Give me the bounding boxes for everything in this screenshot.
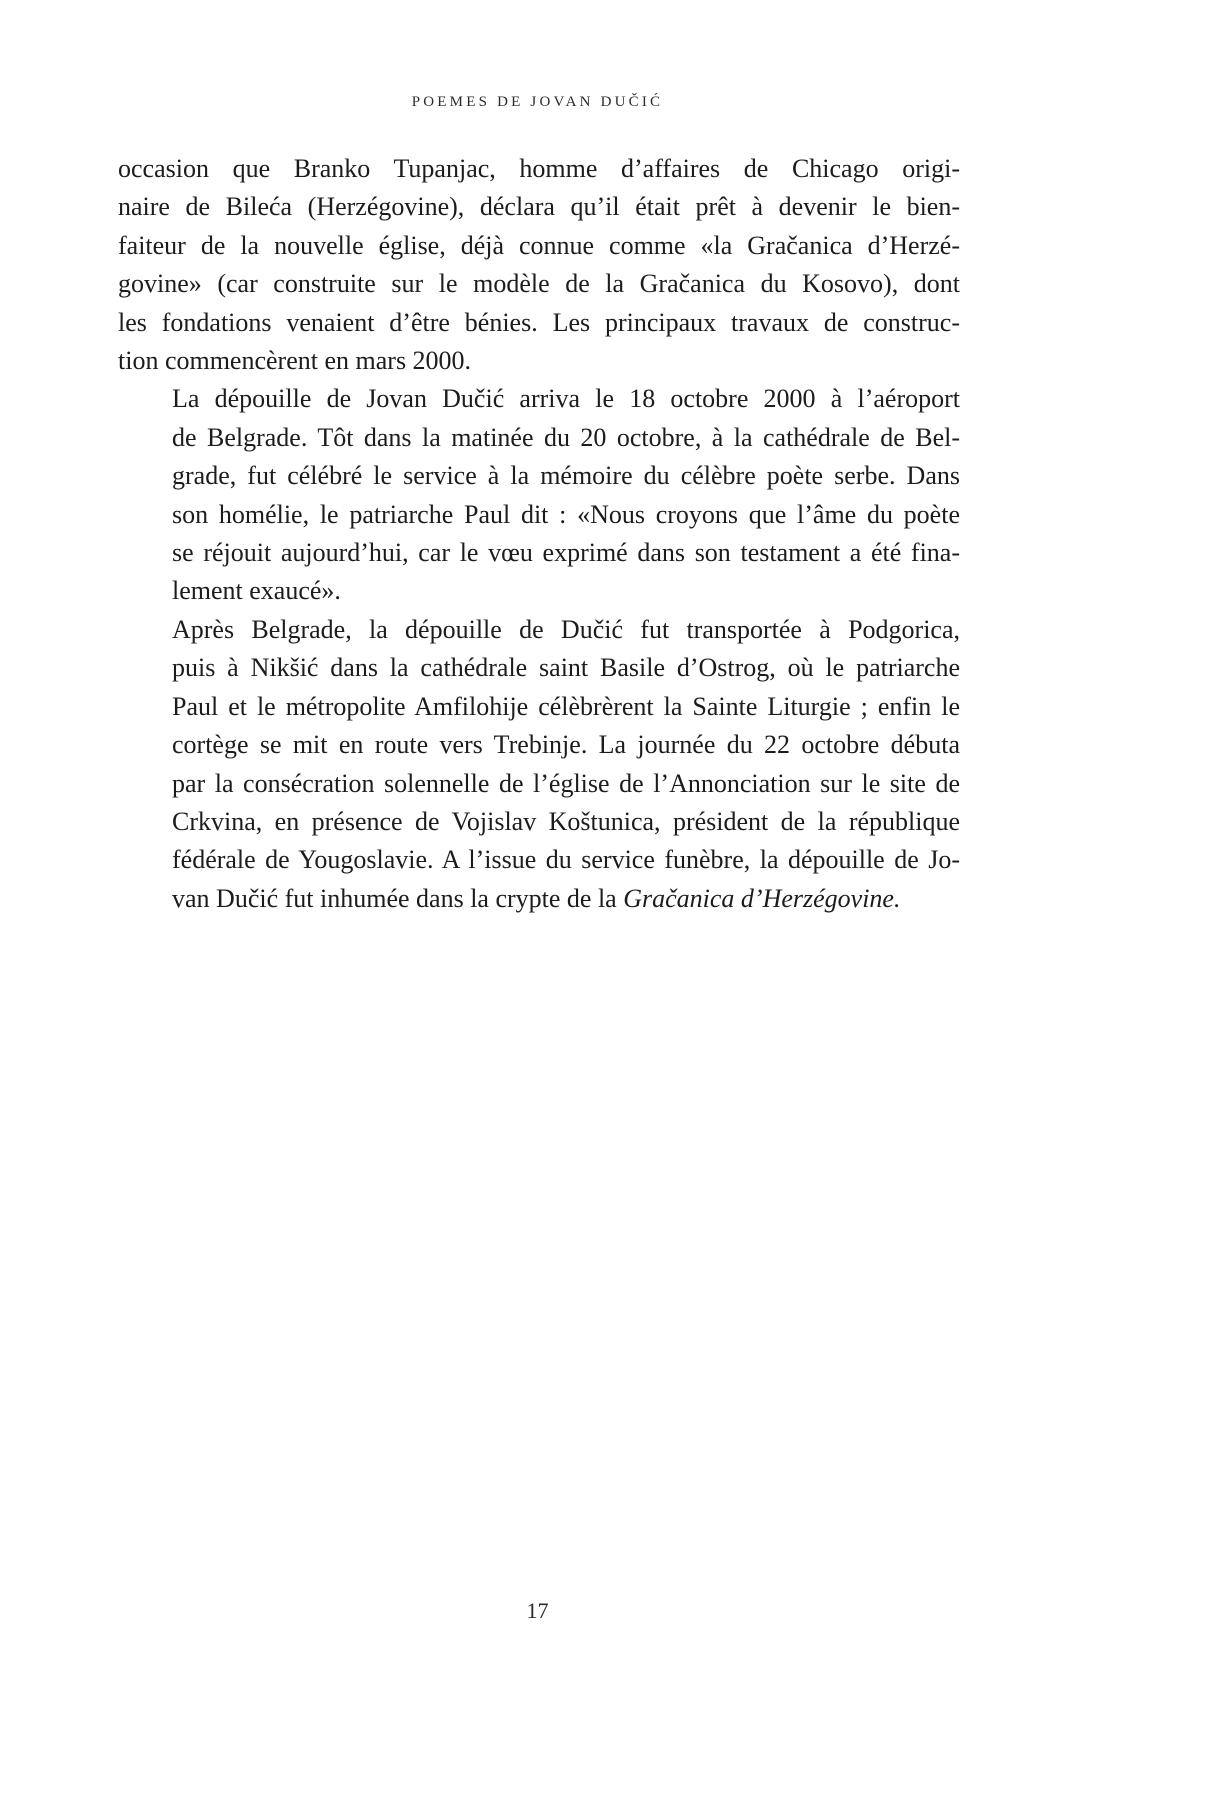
text-line: govine» (car construite sur le modèle de la Gračanica du Kosovo), dont — [118, 269, 960, 299]
body-text — [118, 150, 960, 918]
text-line: grade, fut célébré le service à la mémoire du célèbre poète serbe. Dans — [172, 461, 960, 491]
page-number: 17 — [526, 1598, 549, 1623]
text-line: tion commencèrent en mars 2000. — [118, 346, 472, 376]
text-line: Après Belgrade, la dépouille de Dučić fut transportée à Podgorica, — [172, 614, 960, 644]
text-line: cortège se mit en route vers Trebinje. La journée du 22 octobre débuta — [172, 730, 960, 760]
text-line: se réjouit aujourd’hui, car le vœu exprimé dans son testament a été fina- — [172, 538, 960, 568]
text-italic-title: Gračanica d’Herzégovine. — [623, 883, 901, 913]
text-line: lement exaucé». — [172, 576, 341, 606]
text-line: de Belgrade. Tôt dans la matinée du 20 octobre, à la cathédrale de Bel- — [172, 422, 960, 452]
text-line: par la consécration solennelle de l’église de l’Annonciation sur le site de — [172, 768, 960, 798]
text-line: faiteur de la nouvelle église, déjà connue comme «la Gračanica d’Herzé- — [118, 230, 960, 260]
text-line: naire de Bileća (Herzégovine), déclara qu’il était prêt à devenir le bien- — [118, 192, 960, 222]
text-line: La dépouille de Jovan Dučić arriva le 18 octobre 2000 à l’aéroport — [172, 384, 960, 414]
text-line: Paul et le métropolite Amfilohije célèbrèrent la Sainte Liturgie ; enfin le — [172, 691, 960, 721]
text-line-final — [118, 880, 960, 918]
text-plain: van Dučić fut inhumée dans la crypte de la — [172, 883, 624, 913]
paragraph-1 — [118, 150, 960, 380]
paragraph-2 — [118, 380, 960, 610]
text-line: Crkvina, en présence de Vojislav Koštunica, président de la république — [172, 806, 960, 836]
text-line: les fondations venaient d’être bénies. Les principaux travaux de construc- — [118, 307, 960, 337]
running-head: POEMES DE JOVAN DUČIĆ — [411, 94, 664, 110]
text-line: puis à Nikšić dans la cathédrale saint Basile d’Ostrog, où le patriarche — [172, 653, 960, 683]
paragraph-3 — [118, 611, 960, 918]
text-line: occasion que Branko Tupanjac, homme d’affaires de Chicago origi- — [118, 154, 960, 183]
text-line: son homélie, le patriarche Paul dit : «Nous croyons que l’âme du poète — [172, 499, 960, 529]
text-line: fédérale de Yougoslavie. A l’issue du service funèbre, la dépouille de Jo- — [172, 845, 960, 875]
